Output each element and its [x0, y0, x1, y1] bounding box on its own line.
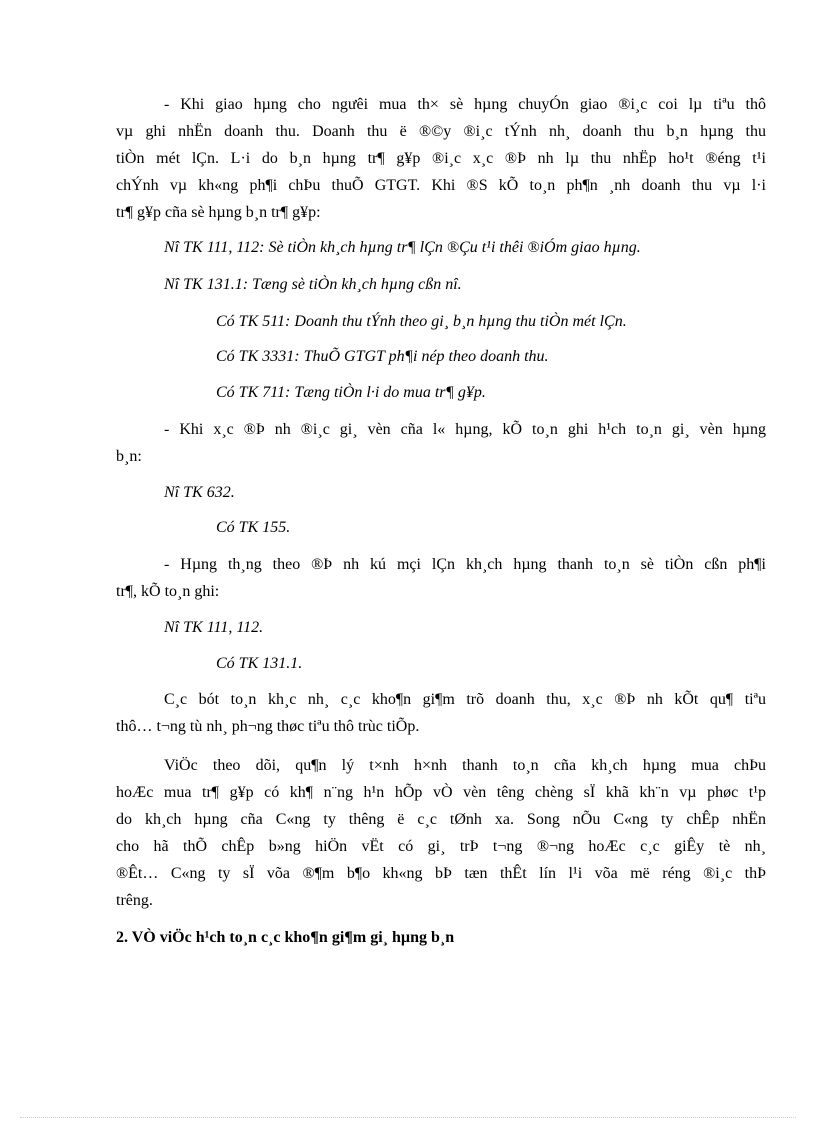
- page-bottom-border: [20, 1117, 796, 1118]
- paragraph-1-line-3: tiÒn mét lÇn. L·i do b¸n hµng tr¶ g¥p ®i¸c x¸c ®Þ nh lµ thu nhËp ho¹t ®éng t¹i: [116, 150, 766, 167]
- debit-entry-111-112: Nî TK 111, 112: Sè tiÒn kh¸ch hµng tr¶ lÇn ®Çu t¹i thêi ®iÓm giao hµng.: [164, 239, 641, 256]
- credit-entry-131-1: Có TK 131.1.: [216, 655, 303, 672]
- paragraph-5-line-6: trêng.: [116, 892, 153, 909]
- paragraph-1-line-1: - Khi giao hµng cho ngưêi mua th× sè hµng chuyÓn giao ®i¸c coi lµ tiªu thô: [164, 96, 766, 113]
- credit-entry-155: Có TK 155.: [216, 519, 291, 536]
- paragraph-2-line-1: - Khi x¸c ®Þ nh ®i¸c gi¸ vèn cña l« hµng, kÕ to¸n ghi h¹ch to¸n gi¸ vèn hµng: [164, 421, 766, 438]
- credit-entry-3331: Có TK 3331: ThuÕ GTGT ph¶i nép theo doanh thu.: [216, 348, 549, 365]
- paragraph-1-line-5: tr¶ g¥p cña sè hµng b¸n tr¶ g¥p:: [116, 204, 321, 221]
- section-heading: 2. VÒ viÖc h¹ch to¸n c¸c kho¶n gi¶m gi¸ hµng b¸n: [116, 929, 455, 946]
- paragraph-5-line-3: do kh¸ch hµng cña C«ng ty thêng ë c¸c tØnh xa. Song nÕu C«ng ty chÊp nhËn: [116, 811, 766, 828]
- paragraph-5-line-1: ViÖc theo dõi, qu¶n lý t×nh h×nh thanh to¸n cña kh¸ch hµng mua chÞu: [164, 757, 766, 774]
- paragraph-3-line-1: - Hµng th¸ng theo ®Þ nh kú mçi lÇn kh¸ch hµng thanh to¸n sè tiÒn cßn ph¶i: [164, 556, 766, 573]
- paragraph-4-line-1: C¸c bót to¸n kh¸c nh¸ c¸c kho¶n gi¶m trõ doanh thu, x¸c ®Þ nh kÕt qu¶ tiªu: [164, 691, 766, 708]
- paragraph-5-line-4: cho hã thÕ chÊp b»ng hiÖn vËt có gi¸ trÞ t¬ng ®¬ng hoÆc c¸c giÊy tè nh¸: [116, 838, 766, 855]
- paragraph-5-line-5: ®Êt… C«ng ty sÏ võa ®¶m b¶o kh«ng bÞ tæn thÊt lín l¹i võa më réng ®i¸c thÞ: [116, 865, 766, 882]
- paragraph-2-line-2: b¸n:: [116, 448, 142, 465]
- paragraph-3-line-2: tr¶, kÕ to¸n ghi:: [116, 583, 220, 600]
- paragraph-4-line-2: thô… t¬ng tù nh¸ ph¬ng thøc tiªu thô trùc tiÕp.: [116, 718, 420, 735]
- credit-entry-511: Có TK 511: Doanh thu tÝnh theo gi¸ b¸n hµng thu tiÒn mét lÇn.: [216, 313, 627, 330]
- paragraph-1-line-2: vµ ghi nhËn doanh thu. Doanh thu ë ®©y ®i¸c tÝnh nh¸ doanh thu b¸n hµng thu: [116, 123, 766, 140]
- debit-entry-111-112-payment: Nî TK 111, 112.: [164, 619, 264, 636]
- paragraph-5-line-2: hoÆc mua tr¶ g¥p có kh¶ n¨ng h¹n hÕp vÒ vèn têng chèng sÏ khã kh¨n vµ phøc t¹p: [116, 784, 766, 801]
- paragraph-1-line-4: chÝnh vµ kh«ng ph¶i chÞu thuÕ GTGT. Khi ®S kÕ to¸n ph¶n ¸nh doanh thu vµ l·i: [116, 177, 766, 194]
- credit-entry-711: Có TK 711: Tæng tiÒn l·i do mua tr¶ g¥p.: [216, 384, 486, 401]
- debit-entry-632: Nî TK 632.: [164, 484, 235, 501]
- debit-entry-131-1: Nî TK 131.1: Tæng sè tiÒn kh¸ch hµng cßn nî.: [164, 276, 462, 293]
